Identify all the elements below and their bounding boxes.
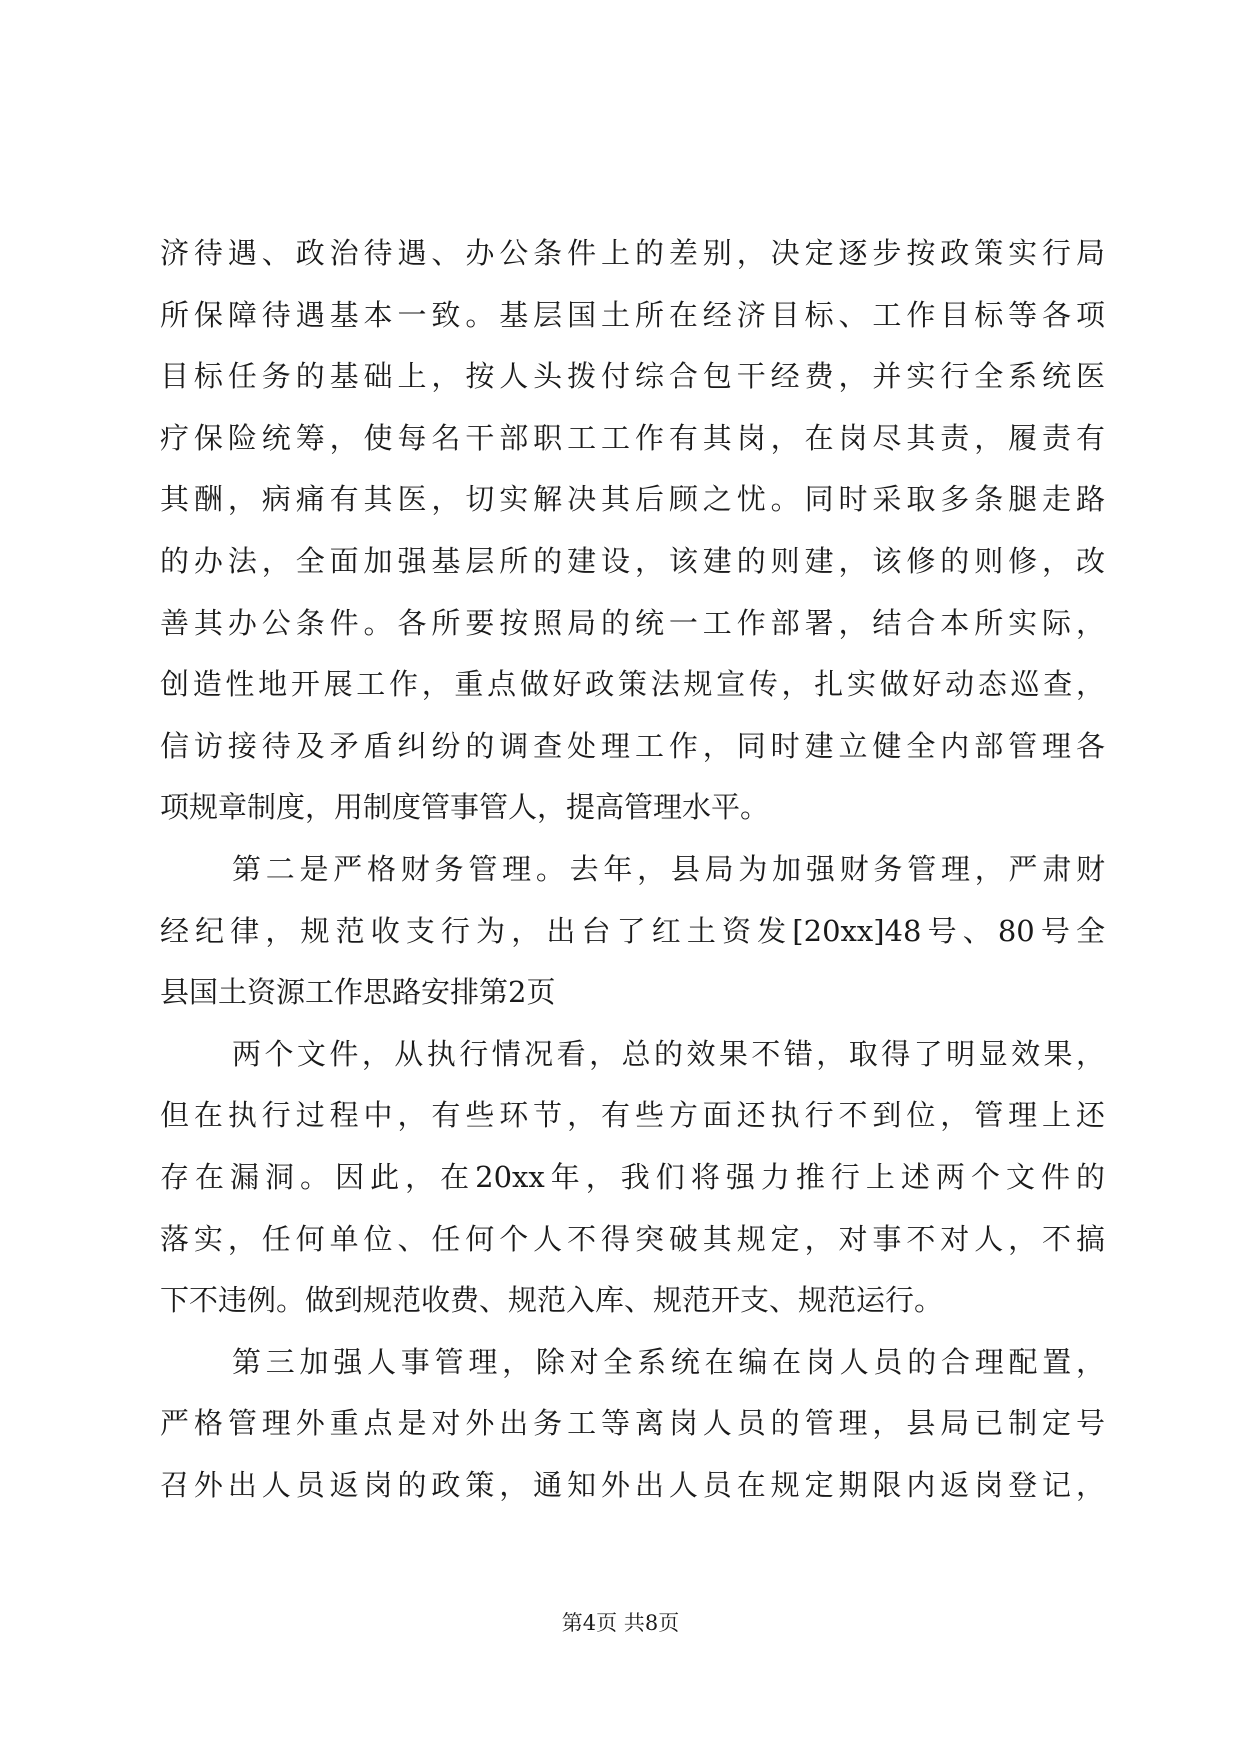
text-line: 善其办公条件。各所要按照局的统一工作部署，结合本所实际， [160, 605, 1105, 640]
text-line: 所保障待遇基本一致。基层国土所在经济目标、工作目标等各项 [160, 297, 1105, 332]
paragraph-first-line: 两个文件，从执行情况看，总的效果不错，取得了明显效果， [232, 1036, 1105, 1071]
text-line: 严格管理外重点是对外出务工等离岗人员的管理，县局已制定号 [160, 1406, 1105, 1441]
text-line: 落实，任何单位、任何个人不得突破其规定，对事不对人，不搞 [160, 1221, 1105, 1256]
text-line: 疗保险统筹，使每名干部职工工作有其岗，在岗尽其责，履责有 [160, 420, 1105, 455]
text-line: 信访接待及矛盾纠纷的调查处理工作，同时建立健全内部管理各 [160, 728, 1105, 763]
text-line: 济待遇、政治待遇、办公条件上的差别，决定逐步按政策实行局 [160, 236, 1105, 270]
text-line: 项规章制度，用制度管事管人，提高管理水平。 [160, 790, 770, 825]
paragraph-first-line: 第三加强人事管理，除对全系统在编在岗人员的合理配置， [232, 1344, 1105, 1379]
text-line: 下不违例。做到规范收费、规范入库、规范开支、规范运行。 [160, 1283, 944, 1318]
text-line: 目标任务的基础上，按人头拨付综合包干经费，并实行全系统医 [160, 359, 1105, 394]
text-line: 但在执行过程中，有些环节，有些方面还执行不到位，管理上还 [160, 1098, 1105, 1133]
text-line: 县国土资源工作思路安排第2页 [160, 975, 556, 1010]
text-line: 其酬，病痛有其医，切实解决其后顾之忧。同时采取多条腿走路 [160, 482, 1105, 517]
page-number-footer: 第4页 共8页 [561, 1611, 680, 1635]
text-line: 创造性地开展工作，重点做好政策法规宣传，扎实做好动态巡查， [160, 667, 1105, 702]
text-line: 召外出人员返岗的政策，通知外出人员在规定期限内返岗登记， [160, 1467, 1105, 1502]
text-line: 的办法，全面加强基层所的建设，该建的则建，该修的则修，改 [160, 543, 1105, 578]
text-line: 存在漏洞。因此，在20xx年，我们将强力推行上述两个文件的 [160, 1159, 1105, 1194]
text-line: 经纪律，规范收支行为，出台了红土资发[20xx]48号、80号全 [160, 913, 1105, 948]
document-body [160, 223, 1105, 1516]
paragraph-first-line: 第二是严格财务管理。去年，县局为加强财务管理，严肃财 [232, 851, 1105, 886]
